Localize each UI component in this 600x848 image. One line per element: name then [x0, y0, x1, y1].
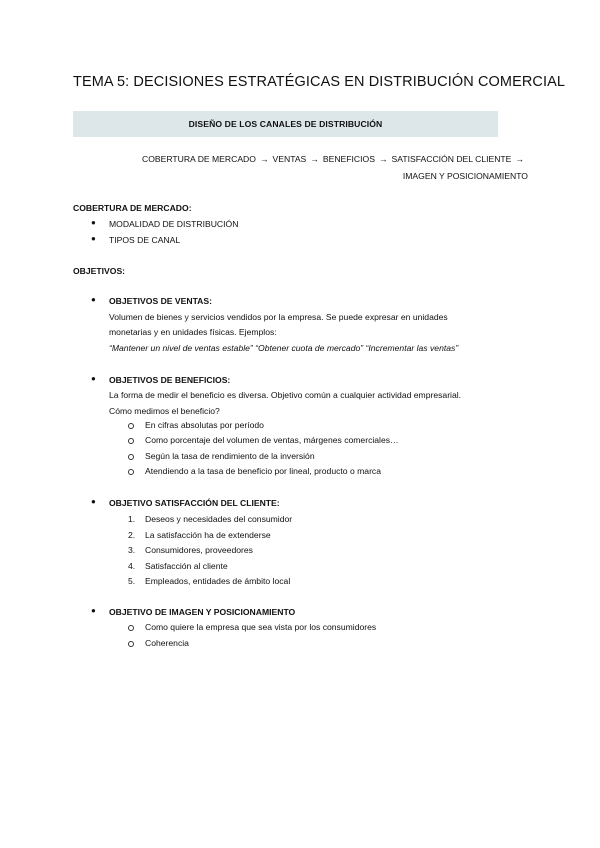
bullet-icon: ●: [91, 497, 96, 506]
beneficios-text-line: La forma de medir el beneficio es diversa. Objetivo común a cualquier actividad empresarial.: [109, 390, 462, 400]
beneficios-item: Como porcentaje del volumen de ventas, márgenes comerciales…: [145, 435, 399, 445]
imagen-item: Coherencia: [145, 638, 189, 648]
beneficios-item: Según la tasa de rendimiento de la inversión: [145, 451, 315, 461]
flow-step-cobertura: COBERTURA DE MERCADO: [141, 154, 256, 164]
ventas-text-line: Volumen de bienes y servicios vendidos por la empresa. Se puede expresar en unidades: [109, 312, 448, 322]
satisfaccion-item: Consumidores, proveedores: [145, 545, 253, 555]
list-number: 1.: [128, 514, 136, 524]
flow-step-beneficios: BENEFICIOS: [322, 154, 375, 164]
flow-line-1: [142, 154, 528, 164]
flow-step-satisfaccion: SATISFACCIÓN DEL CLIENTE: [391, 154, 512, 164]
ventas-text-line: monetarias y en unidades físicas. Ejemplos:: [109, 327, 277, 337]
imagen-heading: OBJETIVO DE IMAGEN Y POSICIONAMIENTO: [109, 607, 296, 617]
flow-arrow: →: [259, 154, 269, 164]
bullet-icon: ●: [91, 606, 96, 615]
bullet-icon: ●: [91, 295, 96, 304]
banner-label: DISEÑO DE LOS CANALES DE DISTRIBUCIÓN: [188, 119, 383, 129]
cobertura-item: MODALIDAD DE DISTRIBUCIÓN: [109, 219, 239, 229]
bullet-icon: ●: [91, 234, 96, 243]
imagen-item: Como quiere la empresa que sea vista por los consumidores: [145, 622, 377, 632]
flow-arrow: →: [378, 154, 388, 164]
page-title: TEMA 5: DECISIONES ESTRATÉGICAS EN DISTRIBUCIÓN COMERCIAL: [73, 74, 566, 90]
satisfaccion-item: Deseos y necesidades del consumidor: [145, 514, 293, 524]
section-banner: [73, 111, 498, 137]
flow-arrow: →: [310, 154, 319, 164]
circle-bullet-icon: [128, 423, 134, 429]
satisfaccion-heading: OBJETIVO SATISFACCIÓN DEL CLIENTE:: [109, 498, 280, 508]
cobertura-heading: COBERTURA DE MERCADO:: [73, 203, 192, 213]
bullet-icon: ●: [91, 218, 96, 227]
satisfaccion-item: Empleados, entidades de ámbito local: [145, 576, 291, 586]
list-number: 3.: [128, 545, 136, 555]
beneficios-text-line: Cómo medimos el beneficio?: [109, 406, 220, 416]
objetivos-heading: OBJETIVOS:: [73, 266, 126, 276]
list-number: 2.: [128, 530, 136, 540]
ventas-examples: “Mantener un nivel de ventas estable” “Obtener cuota de mercado” “Incrementar las ventas”: [109, 343, 459, 353]
flow-step-imagen: IMAGEN Y POSICIONAMIENTO: [402, 171, 528, 181]
circle-bullet-icon: [128, 454, 134, 460]
flow-line-2: [403, 171, 528, 181]
ventas-heading: OBJETIVOS DE VENTAS:: [109, 296, 212, 306]
satisfaccion-item: Satisfacción al cliente: [145, 561, 228, 571]
satisfaccion-item: La satisfacción ha de extenderse: [145, 530, 271, 540]
list-number: 5.: [128, 576, 136, 586]
bullet-icon: ●: [91, 374, 96, 383]
cobertura-item: TIPOS DE CANAL: [109, 235, 181, 245]
circle-bullet-icon: [128, 625, 134, 631]
list-number: 4.: [128, 561, 136, 571]
flow-step-ventas: VENTAS: [272, 154, 307, 164]
beneficios-item: Atendiendo a la tasa de beneficio por lineal, producto o marca: [145, 466, 382, 476]
flow-arrow: →: [515, 154, 524, 164]
beneficios-heading: OBJETIVOS DE BENEFICIOS:: [109, 375, 231, 385]
circle-bullet-icon: [128, 469, 134, 475]
circle-bullet-icon: [128, 438, 134, 444]
circle-bullet-icon: [128, 641, 134, 647]
beneficios-item: En cifras absolutas por período: [145, 420, 264, 430]
